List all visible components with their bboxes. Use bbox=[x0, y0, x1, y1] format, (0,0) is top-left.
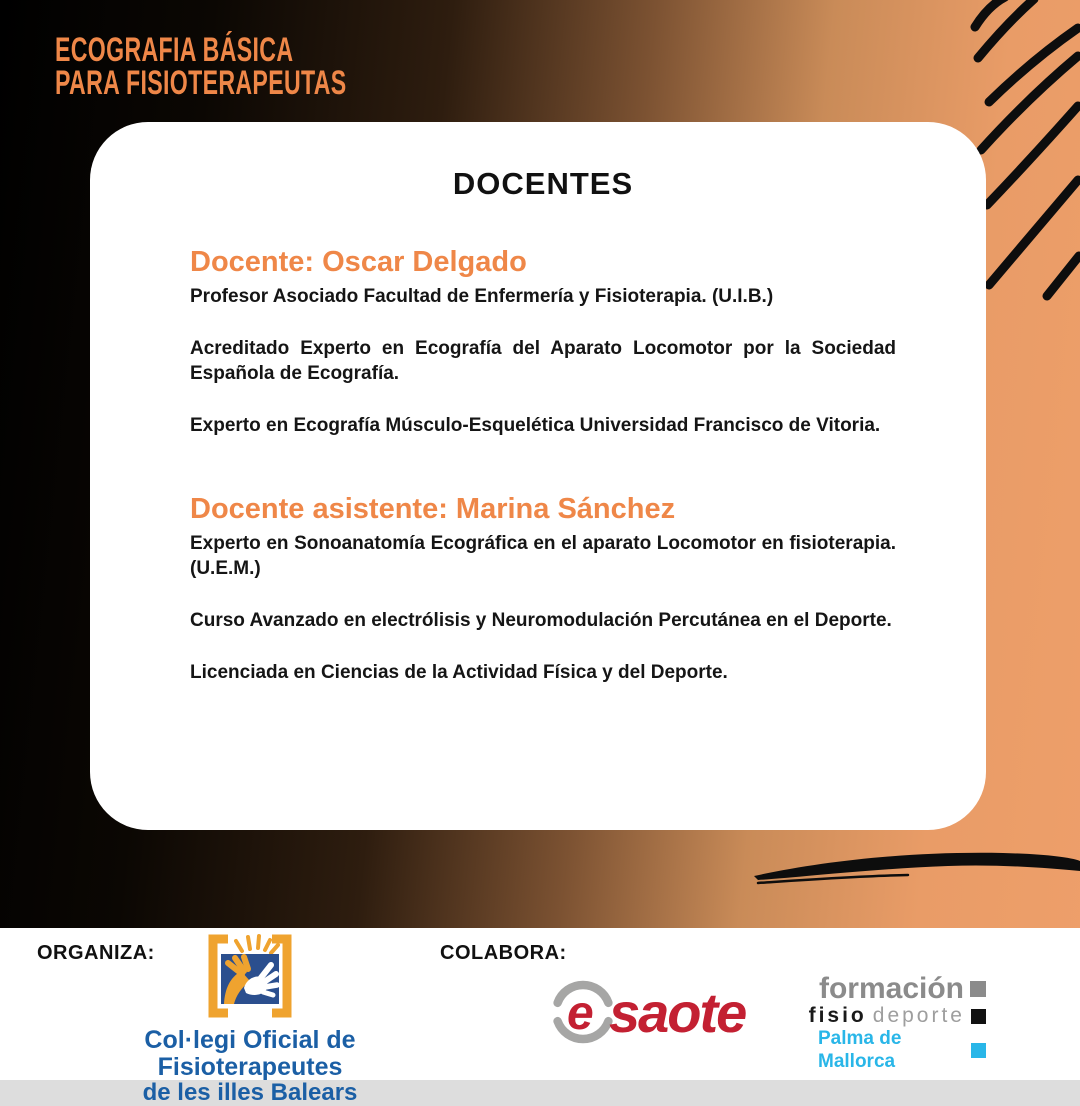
brush-stroke-decoration bbox=[748, 845, 1080, 893]
fisiodeporte-line1: formación bbox=[818, 972, 964, 1005]
esaote-rest: saote bbox=[609, 981, 746, 1044]
fisiodeporte-city: Palma de Mallorca bbox=[818, 1028, 902, 1072]
docente-credential: Acreditado Experto en Ecografía del Aparato Locomotor por la Sociedad Española de Ecografía. bbox=[190, 338, 896, 384]
fisiodeporte-fisio: fisio bbox=[808, 1004, 867, 1027]
cofib-hands-icon bbox=[204, 932, 296, 1020]
rays-icon bbox=[236, 936, 278, 953]
cofib-logo bbox=[50, 932, 450, 1105]
cofib-name-line1: Col·legi Oficial de Fisioterapeutes bbox=[144, 1026, 356, 1081]
black-square-icon bbox=[971, 1009, 986, 1024]
gray-square-icon bbox=[970, 981, 986, 997]
esaote-logo bbox=[545, 970, 746, 1055]
footer-logos-band bbox=[0, 928, 1080, 1106]
course-title-line2: PARA FISIOTERAPEUTAS bbox=[55, 64, 347, 103]
esaote-wordmark-icon bbox=[545, 970, 746, 1050]
docente-role: Profesor Asociado Facultad de Enfermería y Fisioterapia. (U.I.B.) bbox=[190, 286, 774, 307]
course-title-line1: ECOGRAFIA BÁSICA bbox=[55, 31, 294, 69]
docentes-card bbox=[90, 122, 986, 830]
cyan-square-icon bbox=[971, 1043, 986, 1058]
section-oscar-delgado bbox=[190, 246, 896, 438]
card-heading: DOCENTES bbox=[452, 166, 634, 201]
fisiodeporte-deporte: deporte bbox=[872, 1004, 965, 1027]
docente-credential: Experto en Ecografía Músculo-Esquelética Universidad Francisco de Vitoria. bbox=[190, 415, 881, 436]
fisiodeporte-logo bbox=[808, 972, 986, 1074]
esaote-initial: e bbox=[567, 987, 594, 1040]
docente-asistente-credential: Curso Avanzado en electrólisis y Neuromodulación Percutánea en el Deporte. bbox=[190, 610, 892, 631]
colabora-label: COLABORA: bbox=[440, 942, 567, 964]
docente-name-heading: Docente: Oscar Delgado bbox=[190, 246, 527, 278]
section-marina-sanchez bbox=[190, 493, 896, 685]
course-title bbox=[55, 31, 347, 103]
docente-asistente-heading: Docente asistente: Marina Sánchez bbox=[190, 493, 676, 525]
organiza-label: ORGANIZA: bbox=[37, 942, 155, 964]
docente-asistente-role: Experto en Sonoanatomía Ecográfica en el aparato Locomotor en fisioterapia. (U.E.M.) bbox=[190, 533, 896, 579]
docente-asistente-credential: Licenciada en Ciencias de la Actividad Física y del Deporte. bbox=[190, 662, 728, 683]
cofib-name-line2: de les illes Balears bbox=[142, 1079, 358, 1106]
